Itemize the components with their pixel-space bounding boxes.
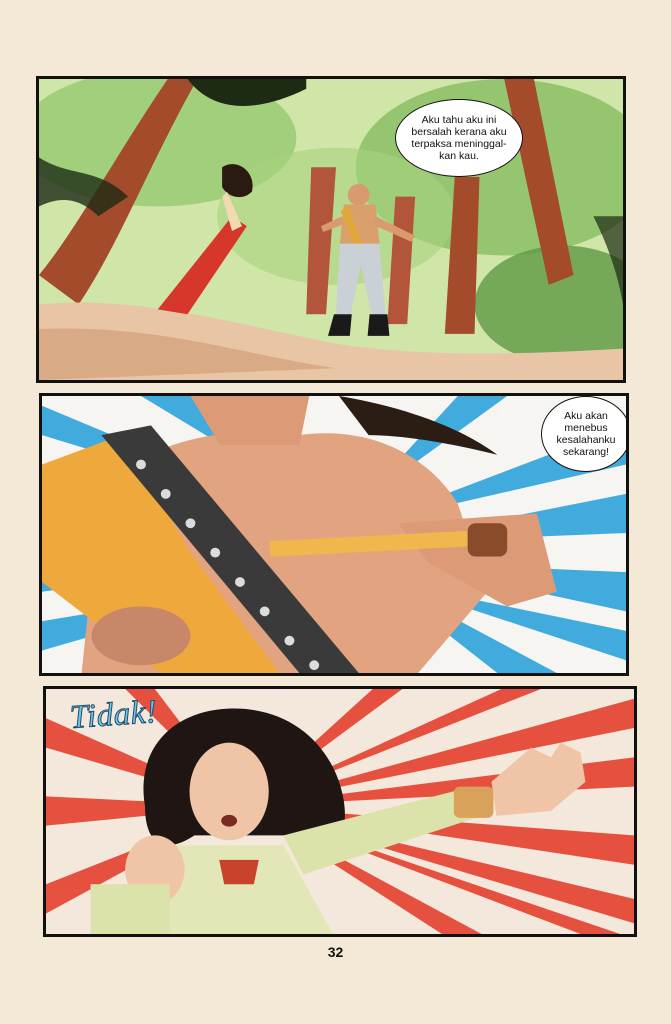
forest-scene-illustration — [39, 79, 623, 380]
comic-panel-3 — [43, 686, 637, 937]
speech-bubble — [541, 396, 629, 472]
speech-bubble — [395, 99, 523, 177]
comic-panel-1 — [36, 76, 626, 383]
sfx-text: Tidak! — [68, 693, 159, 737]
page-number: 32 — [327, 944, 344, 960]
warrior-closeup-illustration — [42, 396, 626, 673]
speech-text: Aku tahu aku ini bersalah kerana aku terpaksa meninggal- kan kau. — [411, 114, 507, 162]
comic-panel-2 — [39, 393, 629, 676]
speech-text: Aku akan menebus kesalahanku sekarang! — [556, 410, 616, 458]
